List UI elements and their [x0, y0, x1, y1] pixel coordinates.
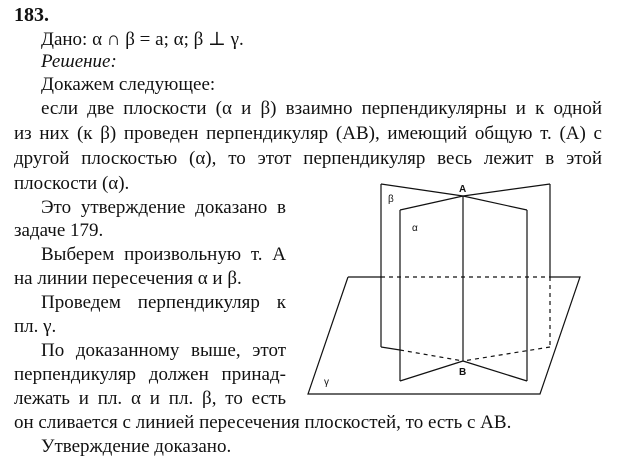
text-line: из них (к β) проведен перпендикуляр (AB), имеющий общую т. (A) с: [14, 123, 602, 144]
text-line: перпендикуляр должен принад-: [14, 364, 286, 385]
text-line: на линии пересечения α и β.: [14, 268, 242, 289]
solution-heading: Решение:: [41, 51, 117, 72]
given-statement: Дано: α ∩ β = a; α; β ⊥ γ.: [41, 29, 244, 50]
geometry-figure: [290, 172, 590, 387]
text-line: если две плоскости (α и β) взаимно перпендикулярны и к одной: [41, 98, 602, 119]
text-line: задаче 179.: [14, 220, 104, 241]
label-gamma: γ: [324, 377, 329, 388]
plane-beta-hidden-edge: [463, 347, 550, 361]
text-line: лежать и пл. α и пл. β, то есть: [14, 388, 286, 409]
text-line: Выберем произвольную т. A: [41, 244, 286, 265]
label-beta: β: [388, 194, 394, 205]
plane-beta-edge: [381, 347, 400, 350]
text-line: Проведем перпендикуляр к: [41, 292, 286, 313]
plane-alpha-edge: [400, 361, 463, 381]
label-alpha: α: [412, 223, 418, 234]
text-line: По доказанному выше, этот: [41, 340, 286, 361]
plane-alpha-edge: [463, 361, 527, 381]
text-line: другой плоскостью (α), то этот перпендикуляр весь лежит в этой: [14, 148, 602, 169]
plane-alpha-edge: [463, 196, 527, 210]
label-point-a: A: [459, 184, 467, 195]
plane-gamma-visible-edge: [308, 277, 580, 394]
text-line: пл. γ.: [14, 316, 57, 337]
label-point-b: B: [459, 367, 467, 378]
problem-number: 183.: [14, 4, 49, 26]
text-line: он сливается с линией пересечения плоскостей, то есть с AB.: [14, 412, 512, 433]
plane-beta-hidden-edge: [400, 350, 463, 361]
text-line: Утверждение доказано.: [41, 436, 232, 457]
text-line: Докажем следующее:: [41, 74, 216, 95]
text-line: плоскости (α).: [14, 173, 130, 194]
text-line: Это утверждение доказано в: [41, 197, 286, 218]
plane-alpha-edge: [400, 196, 463, 210]
plane-beta-edge: [463, 184, 550, 196]
